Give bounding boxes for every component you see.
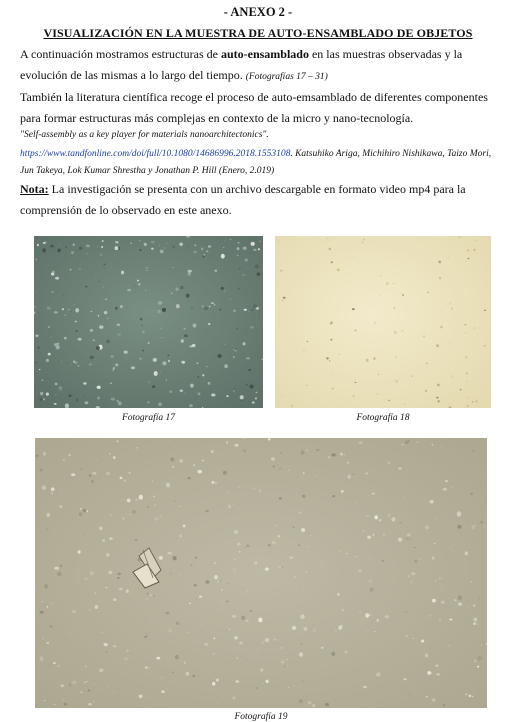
photo-19-caption: Fotografía 19 <box>234 712 288 722</box>
intro-paragraph <box>20 44 498 88</box>
intro-bold-term: auto-ensamblado <box>220 47 309 61</box>
article-authors: . Katsuhiko Ariga, Michihiro Nishikawa, Taizo Mori, Jun Takeya, Lok Kumar Shrestha y Jonathan P. Hill (Enero, 2.019) <box>20 149 492 176</box>
note-paragraph <box>20 179 498 221</box>
intro-photo-range: (Fotografías 17 – 31) <box>245 72 328 82</box>
photo-19 <box>35 438 487 708</box>
literature-paragraph: También la literatura científica recoge el proceso de auto-emsamblado de diferentes componentes para formar estructuras más complejas en contexto de la micro y nano-tecnología. <box>20 90 488 125</box>
article-link[interactable]: https://www.tandfonline.com/doi/full/10.1080/14686996.2018.1553108 <box>20 149 291 159</box>
intro-text-start: A continuación mostramos estructuras de <box>20 47 221 61</box>
photo-18 <box>275 236 491 408</box>
photo-18-image <box>275 236 491 408</box>
photo-17-image <box>34 236 263 408</box>
note-label: Nota: <box>20 182 49 196</box>
article-reference <box>20 146 498 180</box>
photo-17 <box>34 236 263 408</box>
intro-text-end: en las muestras observadas y la evolución de las mismas a lo largo del tiempo. <box>20 47 463 82</box>
note-text: La investigación se presenta con un archivo descargable en formato video mp4 para la comprensión de lo observado en este anexo. <box>20 182 466 217</box>
annex-heading: - ANEXO 2 - <box>223 5 293 19</box>
article-title-quote: "Self-assembly as a key player for materials nanoarchitectonics". <box>20 130 269 140</box>
photo-17-caption: Fotografía 17 <box>121 413 176 423</box>
photo-18-caption: Fotografía 18 <box>356 413 410 423</box>
page-title: VISUALIZACIÓN EN LA MUESTRA DE AUTO-ENSAMBLADO DE OBJETOS <box>43 26 473 40</box>
photo-19-image <box>35 438 487 708</box>
